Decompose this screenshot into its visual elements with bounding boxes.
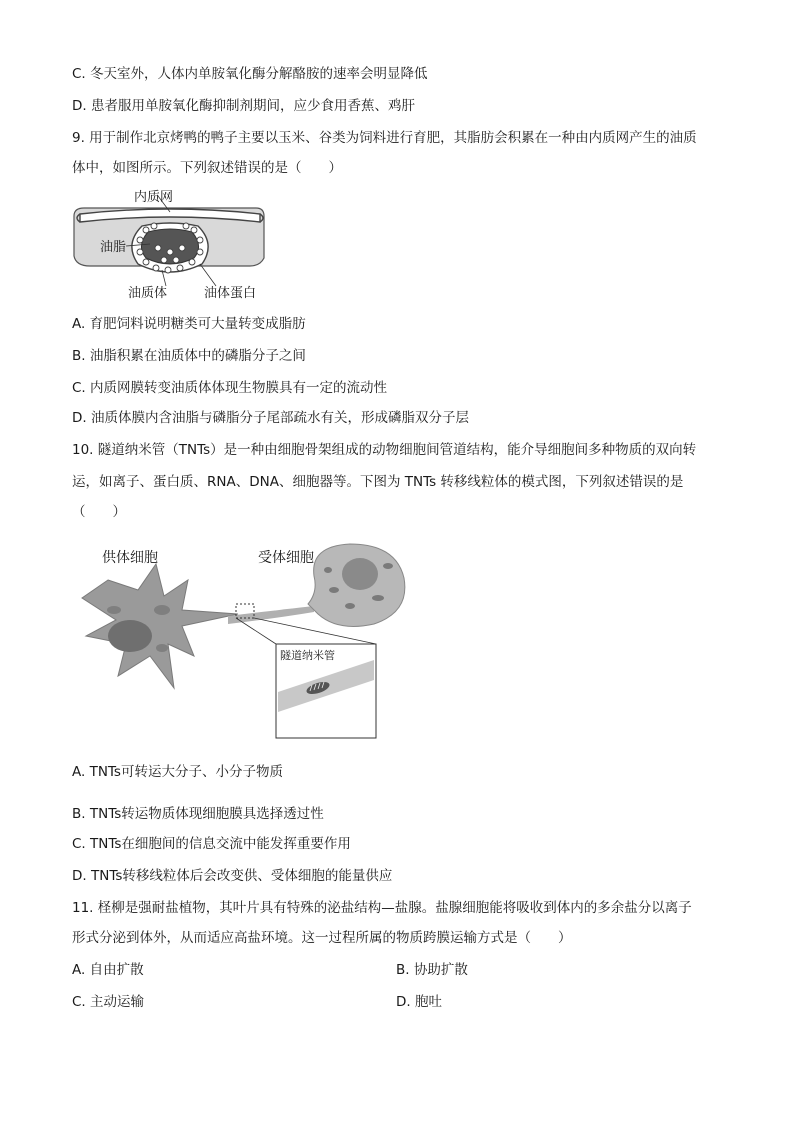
q9-stem-line1: 9. 用于制作北京烤鸭的鸭子主要以玉米、谷类为饲料进行育肥，其脂肪会积累在一种由内质网产生的油质 (72, 130, 697, 146)
q9-option-d: D. 油质体膜内含油脂与磷脂分子尾部疏水有关，形成磷脂双分子层 (72, 410, 469, 426)
q11-option-d: D. 胞吐 (396, 994, 442, 1010)
q9-option-c: C. 内质网膜转变油质体体现生物膜具有一定的流动性 (72, 380, 388, 396)
figure-label-oleosin: 油体蛋白 (204, 286, 257, 301)
q9-option-b: B. 油脂积累在油质体中的磷脂分子之间 (72, 348, 306, 364)
q10-option-b: B. TNTs转运物质体现细胞膜具选择透过性 (72, 806, 324, 822)
q11-option-a: A. 自由扩散 (72, 962, 144, 978)
q11-stem-line1: 11. 柽柳是强耐盐植物，其叶片具有特殊的泌盐结构—盐腺。盐腺细胞能将吸收到体内的多余盐分以离子 (72, 900, 692, 916)
q11-option-b: B. 协助扩散 (396, 962, 468, 978)
q10-option-c: C. TNTs在细胞间的信息交流中能发挥重要作用 (72, 836, 351, 852)
q10-option-d: D. TNTs转移线粒体后会改变供、受体细胞的能量供应 (72, 868, 393, 884)
q9-stem-line2: 体中，如图所示。下列叙述错误的是（ ） (72, 160, 342, 176)
figure-label-donor-cell: 供体细胞 (102, 550, 158, 566)
q8-option-c: C. 冬天室外，人体内单胺氧化酶分解酪胺的速率会明显降低 (72, 66, 428, 82)
figure-label-oil-body: 油质体 (128, 286, 168, 301)
q10-stem-line1: 10. 隧道纳米管（TNTs）是一种由细胞骨架组成的动物细胞间管道结构，能介导细胞间多种物质的双向转 (72, 442, 697, 458)
q10-stem-line2: 运，如离子、蛋白质、RNA、DNA、细胞器等。下图为 TNTs 转移线粒体的模式图，下列叙述错误的是 (72, 474, 684, 490)
q11-option-c: C. 主动运输 (72, 994, 145, 1010)
tnt-figure (78, 540, 412, 740)
q10-option-a: A. TNTs可转运大分子、小分子物质 (72, 764, 283, 780)
q10-stem-line3: （ ） (72, 504, 126, 520)
figure-label-er: 内质网 (134, 190, 174, 205)
q8-option-d: D. 患者服用单胺氧化酶抑制剂期间，应少食用香蕉、鸡肝 (72, 98, 415, 114)
figure-label-tnt: 隧道纳米管 (280, 649, 335, 662)
q11-stem-line2: 形式分泌到体外，从而适应高盐环境。这一过程所属的物质跨膜运输方式是（ ） (72, 930, 572, 946)
q9-option-a: A. 育肥饲料说明糖类可大量转变成脂肪 (72, 316, 306, 332)
figure-label-recipient-cell: 受体细胞 (258, 550, 314, 566)
figure-label-oil: 油脂 (100, 240, 127, 255)
